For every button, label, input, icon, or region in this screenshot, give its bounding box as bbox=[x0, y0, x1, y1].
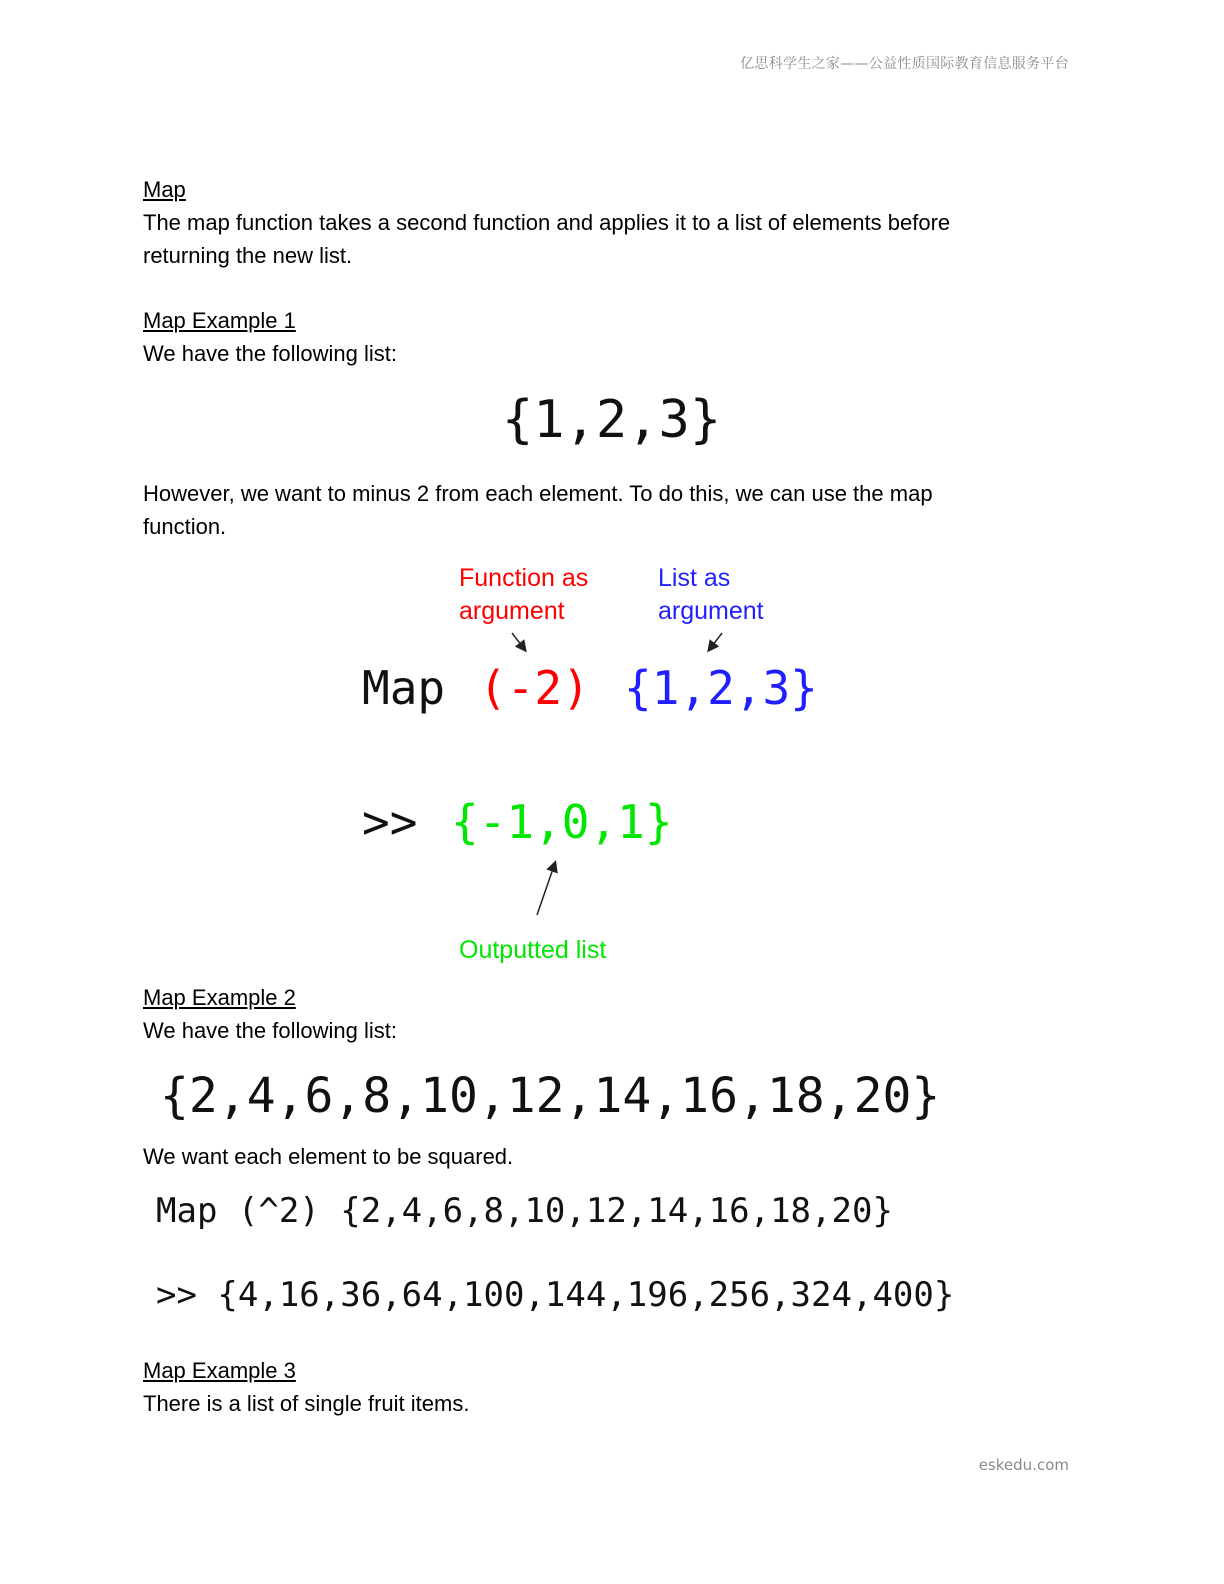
function-label-line1: Function as bbox=[459, 564, 589, 592]
example2-intro: We have the following list: bbox=[143, 1018, 397, 1043]
example2-heading: Map Example 2 bbox=[143, 985, 296, 1010]
example2-list: {2,4,6,8,10,12,14,16,18,20} bbox=[160, 1068, 941, 1124]
output-arrow bbox=[537, 863, 555, 915]
page-footer: eskedu.com bbox=[978, 1456, 1069, 1474]
map-keyword: Map bbox=[362, 661, 446, 715]
output-label: Outputted list bbox=[459, 936, 607, 964]
output-prompt: >> bbox=[362, 795, 418, 849]
example1-heading: Map Example 1 bbox=[143, 308, 296, 333]
example1-explain-line2: function. bbox=[143, 514, 227, 539]
example3-section bbox=[143, 1354, 1043, 1420]
example3-intro: There is a list of single fruit items. bbox=[143, 1391, 470, 1416]
example1-explain-line1: However, we want to minus 2 from each element. To do this, we can use the map bbox=[143, 481, 933, 506]
list-arrow bbox=[709, 633, 722, 650]
example2-section bbox=[143, 981, 1043, 1047]
list-label-line2: argument bbox=[658, 597, 764, 625]
example1-intro: We have the following list: bbox=[143, 341, 397, 366]
example2-explain: We want each element to be squared. bbox=[143, 1144, 514, 1169]
function-arrow bbox=[512, 633, 525, 650]
intro-paragraph-line2: returning the new list. bbox=[143, 243, 353, 268]
list-argument: {1,2,3} bbox=[624, 661, 818, 715]
function-label-line2: argument bbox=[459, 597, 565, 625]
example3-heading: Map Example 3 bbox=[143, 1358, 296, 1383]
intro-paragraph-line1: The map function takes a second function and applies it to a list of elements before bbox=[143, 210, 951, 235]
page-header: 亿思科学生之家——公益性质国际教育信息服务平台 bbox=[740, 56, 1069, 72]
output-list: {-1,0,1} bbox=[451, 795, 673, 849]
list-label-line1: List as bbox=[658, 564, 731, 592]
example2-code-line: Map (^2) {2,4,6,8,10,12,14,16,18,20} bbox=[156, 1191, 893, 1231]
example1-list: {1,2,3} bbox=[502, 390, 722, 450]
example2-result-line: >> {4,16,36,64,100,144,196,256,324,400} bbox=[156, 1275, 955, 1315]
function-argument: (-2) bbox=[479, 661, 590, 715]
map-heading: Map bbox=[143, 177, 186, 202]
